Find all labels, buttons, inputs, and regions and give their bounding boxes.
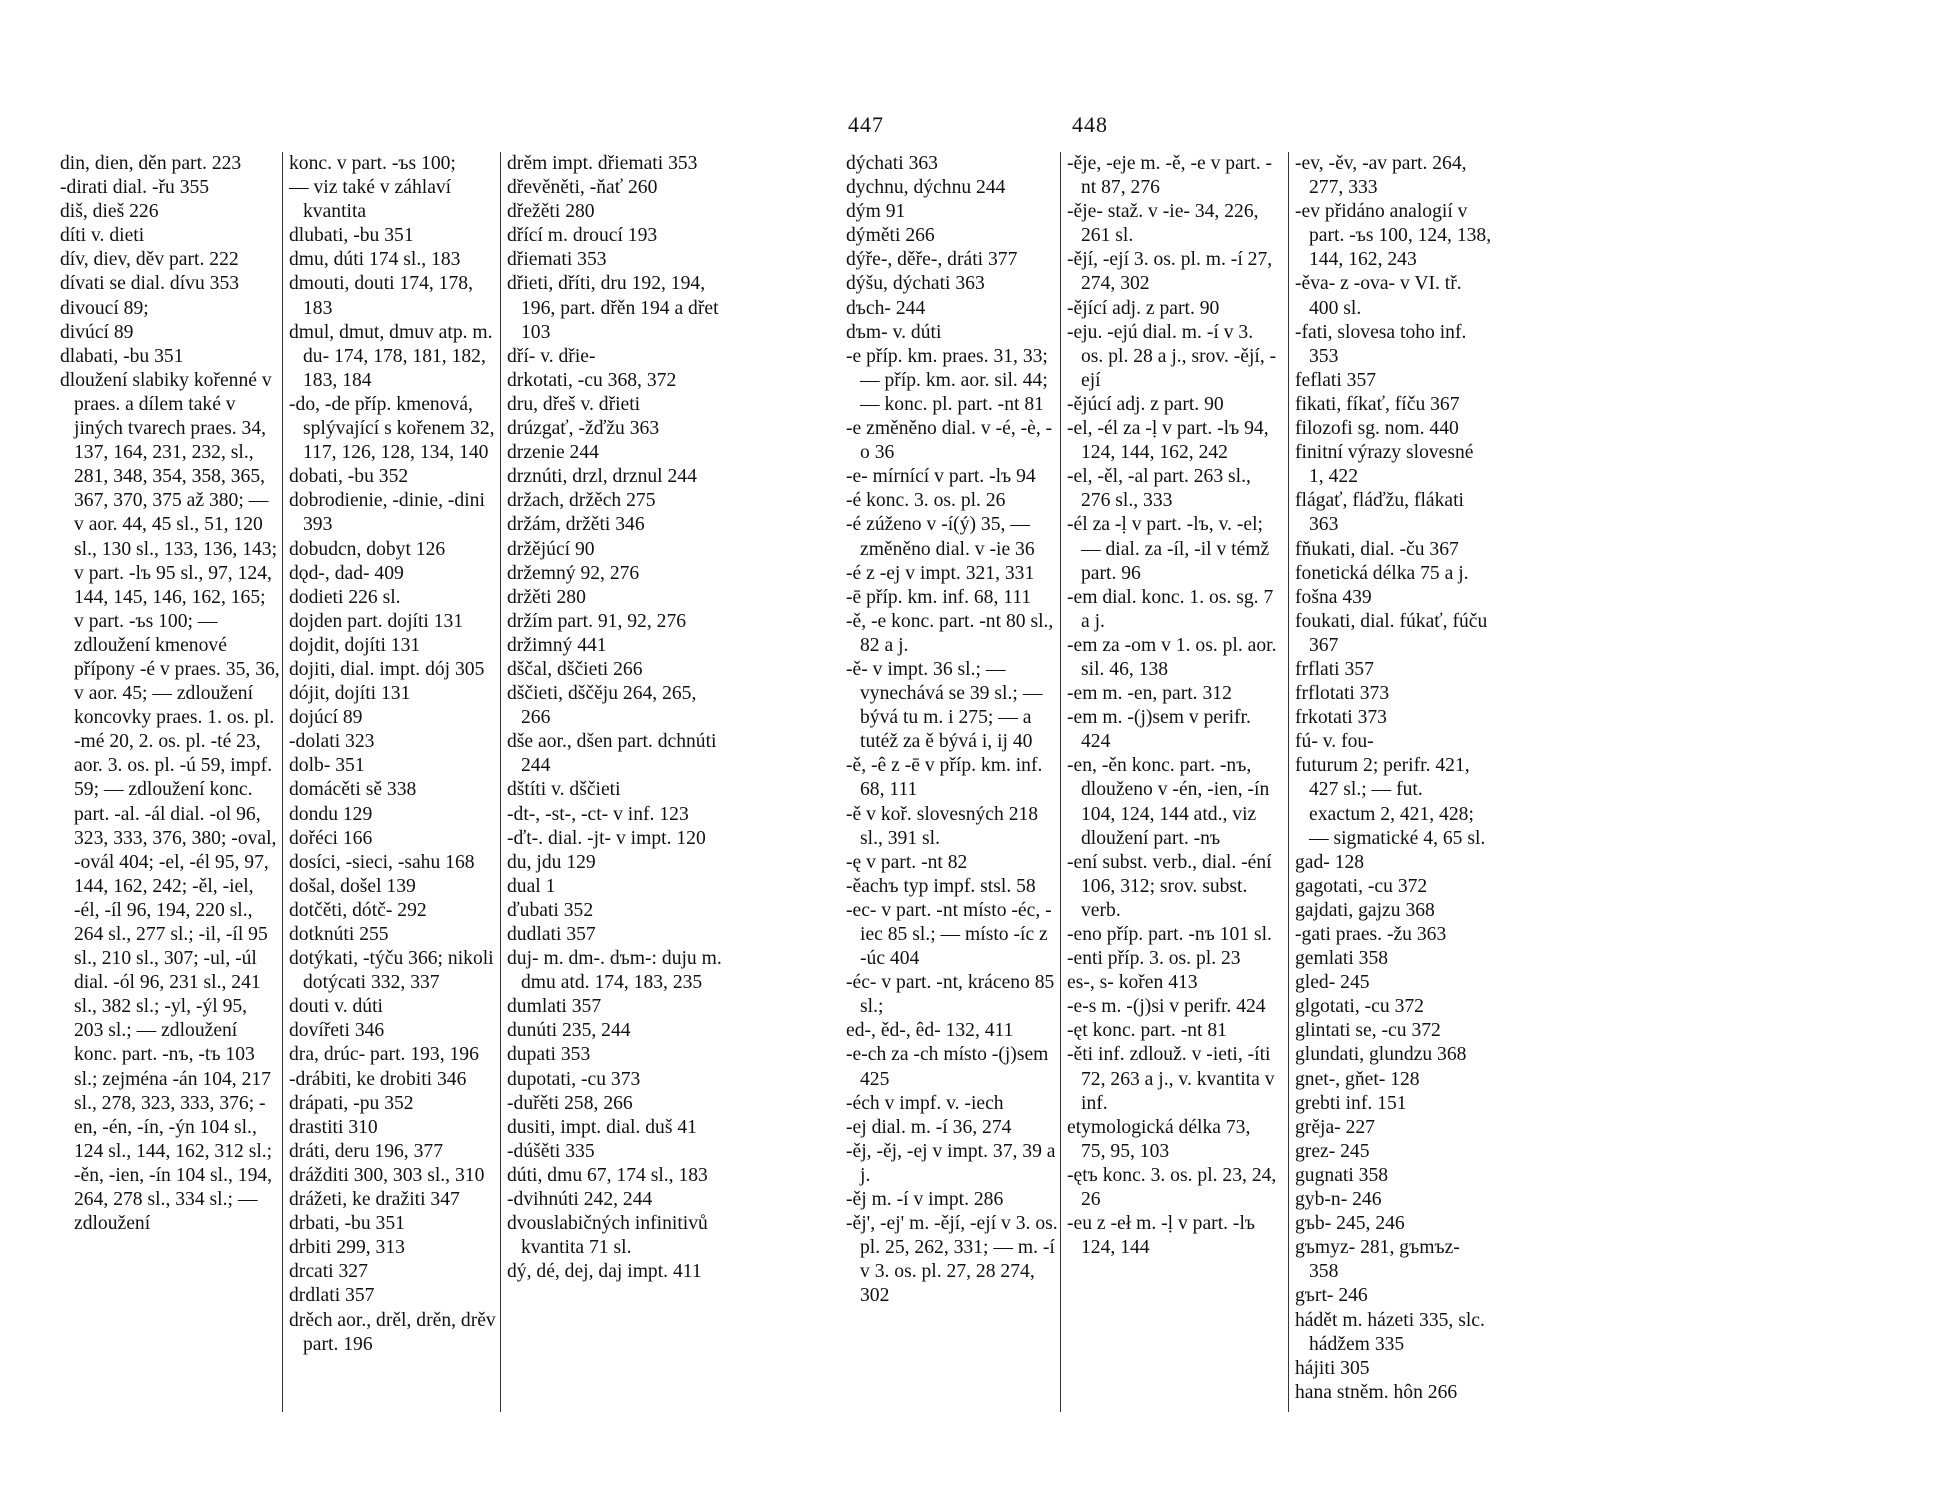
index-entry: -ěj', -ej' m. -ějí, -ejí v 3. os. pl. 25, 262, 331; — m. -í v 3. os. pl. 27, 28 274, 302 bbox=[846, 1213, 1058, 1307]
index-entry: douti v. dúti bbox=[289, 996, 383, 1018]
index-entry: držám, držěti 346 bbox=[507, 514, 645, 536]
index-entry: dřiemati 353 bbox=[507, 249, 607, 271]
index-entry: -ě- v impt. 36 sl.; — vynechává se 39 sl.; — bývá tu m. i 275; — a tutéž za ě bývá i, ij 40 bbox=[846, 658, 1043, 753]
index-entry: dráti, deru 196, 377 bbox=[289, 1140, 443, 1162]
index-column bbox=[60, 152, 280, 1412]
index-entry: -e-s m. -(j)si v perifr. 424 bbox=[1067, 996, 1266, 1018]
index-entry: drcati 327 bbox=[289, 1261, 368, 1283]
index-entry: -ěj, -ěj, -ej v impt. 37, 39 a j. bbox=[846, 1140, 1056, 1186]
index-entry: -e-ch za -ch místo -(j)sem 425 bbox=[846, 1044, 1049, 1090]
index-entry: dotýkati, -týču 366; nikoli dotýcati 332, 337 bbox=[289, 948, 494, 994]
index-entry: dřieti, dříti, dru 192, 194, 196, part. dřěn 194 a dřet 103 bbox=[507, 273, 719, 343]
index-entry: drápati, -pu 352 bbox=[289, 1092, 414, 1114]
index-entry: ďubati 352 bbox=[507, 899, 594, 921]
index-entry: dloužení slabiky kořenné v praes. a dílem také v jiných tvarech praes. 34, 137, 164, 231, 232, sl., 281, 348, 354, 358, 365, 367, 370, 375 až 380; — v aor. 44, 45 sl., 51, 120 sl., 130 sl., 133, 136, 143; v part. -lъ 95 sl., 97, 124, 144, 145, 146, 162, 165; v part. -ъs 100; — zdloužení kmenové přípony -é v praes. 35, 36, v aor. 45; — zdloužení koncovky praes. 1. os. pl. -mé 20, 2. os. pl. -té 23, aor. 3. os. pl. -ú 59, impf. 59; — zdloužení konc. part. -al. -ál dial. -ol 96, 323, 333, 376, 380; -oval, -ovál 404; -el, -él 95, 97, 144, 162, 242; -ěl, -iel, -él, -íl 96, 194, 220 sl., 264 sl., 277 sl.; -il, -íl 95 sl., 210 sl., 307; -ul, -úl dial. -ól 96, 231 sl., 241 sl., 382 sl.; -yl, -ýl 95, 203 sl.; — zdloužení konc. part. -nъ, -tъ 103 sl.; zejména -án 104, 217 sl., 278, 323, 333, 376; -en, -én, -ín, -ýn 104 sl., 124 sl., 144, 162, 312 sl.; -ěn, -ien, -ín 104 sl., 194, 264, 278 sl., 334 sl.; — zdloužení bbox=[60, 369, 280, 1235]
index-entry: gъmyz- 281, gъmъz- 358 bbox=[1295, 1237, 1460, 1283]
index-entry: dojdit, dojíti 131 bbox=[289, 634, 421, 656]
index-entry: -fati, slovesa toho inf. 353 bbox=[1295, 321, 1467, 367]
index-entry: -em m. -en, part. 312 bbox=[1067, 683, 1232, 705]
index-entry: dojiti, dial. impt. dój 305 bbox=[289, 658, 485, 680]
index-entry: dýchati 363 bbox=[846, 153, 938, 174]
index-entry: dual 1 bbox=[507, 875, 556, 897]
index-entry: frkotati 373 bbox=[1295, 707, 1387, 729]
index-entry: dolb- 351 bbox=[289, 755, 365, 777]
index-entry: -el, -él za -ḷ v part. -lъ 94, 124, 144, 162, 242 bbox=[1067, 418, 1269, 464]
index-entry: gnet-, gňet- 128 bbox=[1295, 1068, 1420, 1090]
index-entry: diš, dieš 226 bbox=[60, 201, 159, 223]
index-entry: glgotati, -cu 372 bbox=[1295, 996, 1424, 1018]
index-entry: din, dien, děn part. 223 bbox=[60, 153, 242, 174]
index-entry: -ě, -e konc. part. -nt 80 sl., 82 a j. bbox=[846, 610, 1054, 656]
index-entry: glintati se, -cu 372 bbox=[1295, 1020, 1441, 1042]
index-entry: dým 91 bbox=[846, 201, 906, 223]
index-entry: dunúti 235, 244 bbox=[507, 1020, 631, 1042]
index-entry: dřící m. droucí 193 bbox=[507, 225, 658, 247]
index-entry: -dt-, -st-, -ct- v inf. 123 bbox=[507, 803, 689, 825]
index-entry: držějúcí 90 bbox=[507, 538, 595, 560]
index-entry: etymologická délka 73, 75, 95, 103 bbox=[1067, 1116, 1251, 1162]
index-entry: došal, došel 139 bbox=[289, 875, 416, 897]
index-entry: frflati 357 bbox=[1295, 658, 1374, 680]
index-entry: gemlati 358 bbox=[1295, 948, 1389, 970]
index-column bbox=[282, 152, 501, 1412]
index-entry: du, jdu 129 bbox=[507, 851, 596, 873]
index-entry: -em dial. konc. 1. os. sg. 7 a j. bbox=[1067, 586, 1274, 632]
index-entry: dúti, dmu 67, 174 sl., 183 bbox=[507, 1164, 708, 1186]
index-column bbox=[1060, 152, 1279, 1412]
index-entry: díti v. dieti bbox=[60, 225, 145, 247]
index-entry: -ěva- z -ova- v VI. tř. 400 sl. bbox=[1295, 273, 1462, 319]
index-entry: -ěje- staž. v -ie- 34, 226, 261 sl. bbox=[1067, 201, 1259, 247]
index-entry: hádět m. házeti 335, slc. hádžem 335 bbox=[1295, 1309, 1485, 1355]
index-entry: -ení subst. verb., dial. -éní 106, 312; srov. subst. verb. bbox=[1067, 851, 1272, 921]
index-entry: drěch aor., drěl, drěn, drěv part. 196 bbox=[289, 1309, 496, 1355]
index-entry: dusiti, impt. dial. duš 41 bbox=[507, 1116, 697, 1138]
index-entry: grez- 245 bbox=[1295, 1140, 1370, 1162]
index-entry: -dirati dial. -řu 355 bbox=[60, 177, 210, 199]
index-column bbox=[846, 152, 1060, 1412]
index-entry: dójit, dojíti 131 bbox=[289, 683, 411, 705]
index-entry: -enti příp. 3. os. pl. 23 bbox=[1067, 948, 1241, 970]
page-number: 448 bbox=[1072, 112, 1108, 137]
index-entry: dobudcn, dobyt 126 bbox=[289, 538, 446, 560]
index-entry: držemný 92, 276 bbox=[507, 562, 640, 584]
index-column bbox=[500, 152, 727, 1412]
index-column bbox=[1288, 152, 1493, 1412]
index-entry: dobati, -bu 352 bbox=[289, 466, 409, 488]
index-entry: dojúcí 89 bbox=[289, 707, 363, 729]
index-entry: držěti 280 bbox=[507, 586, 586, 608]
index-entry: dupotati, -cu 373 bbox=[507, 1068, 641, 1090]
index-entry: futurum 2; perifr. 421, 427 sl.; — fut. exactum 2, 421, 428; — sigmatické 4, 65 sl. bbox=[1295, 755, 1486, 849]
index-entry: dvouslabičných infinitivů kvantita 71 sl. bbox=[507, 1213, 708, 1259]
index-entry: -ec- v part. -nt místo -éc, -iec 85 sl.; — místo -íc z -úc 404 bbox=[846, 899, 1052, 970]
index-entry: dotknúti 255 bbox=[289, 924, 389, 945]
index-entry: glundati, glundzu 368 bbox=[1295, 1044, 1467, 1066]
index-entry: drěm impt. dřiemati 353 bbox=[507, 153, 698, 174]
index-entry: fošna 439 bbox=[1295, 586, 1372, 608]
index-entry: dosíci, -sieci, -sahu 168 bbox=[289, 851, 475, 873]
index-entry: dív, diev, děv part. 222 bbox=[60, 249, 239, 271]
index-entry: dýšu, dýchati 363 bbox=[846, 273, 985, 295]
index-entry: -ętъ konc. 3. os. pl. 23, 24, 26 bbox=[1067, 1164, 1277, 1211]
index-entry: -ěachъ typ impf. stsl. 58 bbox=[846, 875, 1036, 897]
index-entry: dýměti 266 bbox=[846, 225, 935, 247]
index-entry: -ějí, -ejí 3. os. pl. m. -í 27, 274, 302 bbox=[1067, 249, 1273, 295]
index-entry: -éch v impf. v. -iech bbox=[846, 1092, 1004, 1114]
index-entry: dъch- 244 bbox=[846, 297, 926, 319]
index-entry: drbati, -bu 351 bbox=[289, 1213, 405, 1235]
index-entry: -e změněno dial. v -é, -è, -o 36 bbox=[846, 418, 1053, 464]
index-entry: hájiti 305 bbox=[1295, 1357, 1370, 1379]
index-entry: -ev, -ěv, -av part. 264, 277, 333 bbox=[1295, 153, 1467, 199]
index-entry: dřevěněti, -ňať 260 bbox=[507, 177, 658, 199]
index-entry: drastiti 310 bbox=[289, 1116, 378, 1138]
index-entry: dumlati 357 bbox=[507, 996, 602, 1018]
index-entry: frflotati 373 bbox=[1295, 683, 1390, 705]
index-entry: -drábiti, ke drobiti 346 bbox=[289, 1068, 467, 1090]
index-entry: fikati, fíkať, fíču 367 bbox=[1295, 393, 1460, 415]
index-entry: dše aor., dšen part. dchnúti 244 bbox=[507, 731, 717, 777]
page-number: 447 bbox=[848, 112, 884, 137]
index-entry: dru, dřeš v. dřieti bbox=[507, 393, 641, 415]
index-entry: gajdati, gajzu 368 bbox=[1295, 899, 1435, 921]
index-entry: dštíti v. dščieti bbox=[507, 779, 621, 801]
index-entry: dojden part. dojíti 131 bbox=[289, 610, 464, 632]
index-entry: držím part. 91, 92, 276 bbox=[507, 610, 687, 632]
index-entry: držimný 441 bbox=[507, 634, 607, 656]
index-entry: drážeti, ke dražiti 347 bbox=[289, 1189, 460, 1211]
index-entry: -e- mírnící v part. -lъ 94 bbox=[846, 466, 1036, 488]
index-entry: -ęt konc. part. -nt 81 bbox=[1067, 1020, 1227, 1042]
index-entry: -é zúženo v -í(ý) 35, — změněno dial. v -ie 36 bbox=[846, 514, 1035, 560]
index-entry: dondu 129 bbox=[289, 803, 373, 825]
index-entry: dodieti 226 sl. bbox=[289, 586, 401, 608]
index-entry: -eno příp. part. -nъ 101 sl. bbox=[1067, 924, 1272, 945]
index-entry: -él za -ḷ v part. -lъ, v. -el; — dial. za -íl, -il v témž part. 96 bbox=[1067, 514, 1270, 584]
index-entry: dudlati 357 bbox=[507, 924, 596, 945]
index-entry: fú- v. fou- bbox=[1295, 731, 1374, 753]
index-entry: drkotati, -cu 368, 372 bbox=[507, 369, 677, 391]
index-entry: gyb-n- 246 bbox=[1295, 1189, 1382, 1211]
index-entry: -é konc. 3. os. pl. 26 bbox=[846, 490, 1006, 512]
index-entry: -em m. -(j)sem v perifr. 424 bbox=[1067, 707, 1251, 753]
index-entry: -ějící adj. z part. 90 bbox=[1067, 297, 1220, 319]
index-entry: dra, drúc- part. 193, 196 bbox=[289, 1044, 479, 1066]
index-entry: -é z -ej v impt. 321, 331 bbox=[846, 562, 1035, 584]
index-entry: -en, -ěn konc. part. -nъ, dlouženo v -én, -ien, -ín 104, 124, 144 atd., viz dloužení part. -nъ bbox=[1067, 755, 1270, 849]
index-entry: drdlati 357 bbox=[289, 1285, 375, 1307]
index-entry: foukati, dial. fúkať, fúču 367 bbox=[1295, 610, 1488, 656]
index-entry: -ē příp. km. inf. 68, 111 bbox=[846, 586, 1032, 608]
index-entry: gad- 128 bbox=[1295, 851, 1365, 873]
index-entry: gled- 245 bbox=[1295, 972, 1370, 994]
index-entry: dščieti, dščěju 264, 265, 266 bbox=[507, 683, 697, 729]
index-entry: es-, s- kořen 413 bbox=[1067, 972, 1198, 994]
index-entry: -ej dial. m. -í 36, 274 bbox=[846, 1116, 1012, 1138]
index-entry: gъrt- 246 bbox=[1295, 1285, 1368, 1307]
index-entry: -dolati 323 bbox=[289, 731, 375, 753]
index-entry: -e příp. km. praes. 31, 33; — příp. km. aor. sil. 44; — konc. pl. part. -nt 81 bbox=[846, 345, 1048, 415]
index-entry: dlabati, -bu 351 bbox=[60, 345, 184, 367]
index-entry: dmu, dúti 174 sl., 183 bbox=[289, 249, 461, 271]
index-entry: -ěje, -eje m. -ě, -e v part. -nt 87, 276 bbox=[1067, 153, 1273, 199]
index-entry: dščal, dščieti 266 bbox=[507, 658, 643, 680]
index-entry: grěja- 227 bbox=[1295, 1116, 1375, 1138]
index-entry: dǫd-, dad- 409 bbox=[289, 562, 404, 584]
index-entry: -eju. -ejú dial. m. -í v 3. os. pl. 28 a j., srov. -ějí, -ejí bbox=[1067, 321, 1277, 391]
index-entry: -dvihnúti 242, 244 bbox=[507, 1189, 653, 1211]
index-entry: dmul, dmut, dmuv atp. m. du- 174, 178, 181, 182, 183, 184 bbox=[289, 321, 493, 391]
index-entry: -dúšěti 335 bbox=[507, 1140, 595, 1162]
index-entry: gъb- 245, 246 bbox=[1295, 1213, 1405, 1235]
index-entry: divúcí 89 bbox=[60, 321, 134, 343]
index-entry: fonetická délka 75 a j. bbox=[1295, 562, 1469, 584]
index-entry: drážditi 300, 303 sl., 310 bbox=[289, 1164, 485, 1186]
index-entry: -ě, -ê z -ē v příp. km. inf. 68, 111 bbox=[846, 755, 1043, 801]
index-entry: grebti inf. 151 bbox=[1295, 1092, 1407, 1114]
index-entry: dotčěti, dótč- 292 bbox=[289, 899, 427, 921]
index-entry: ed-, ěd-, êd- 132, 411 bbox=[846, 1020, 1014, 1042]
index-entry: -ě v koř. slovesných 218 sl., 391 sl. bbox=[846, 803, 1039, 849]
index-entry: domácěti sě 338 bbox=[289, 779, 417, 801]
index-entry: -el, -ěl, -al part. 263 sl., 276 sl., 333 bbox=[1067, 466, 1251, 512]
index-entry: drbiti 299, 313 bbox=[289, 1237, 405, 1259]
index-entry: filozofi sg. nom. 440 bbox=[1295, 418, 1459, 440]
index-entry: dlubati, -bu 351 bbox=[289, 225, 414, 247]
index-entry: konc. v part. -ъs 100; bbox=[289, 153, 456, 174]
index-entry: dří- v. dřie- bbox=[507, 345, 596, 367]
index-entry: -ěj m. -í v impt. 286 bbox=[846, 1189, 1004, 1211]
index-entry: -éc- v part. -nt, kráceno 85 sl.; bbox=[846, 972, 1055, 1018]
index-entry: dychnu, dýchnu 244 bbox=[846, 177, 1006, 199]
index-entry: dupati 353 bbox=[507, 1044, 591, 1066]
index-entry: dmouti, douti 174, 178, 183 bbox=[289, 273, 473, 319]
index-entry: — viz také v záhlaví kvantita bbox=[289, 177, 452, 223]
index-entry: duj- m. dm-. dъm-: duju m. dmu atd. 174, 183, 235 bbox=[507, 948, 722, 994]
index-entry: gugnati 358 bbox=[1295, 1164, 1389, 1186]
index-entry: držach, držěch 275 bbox=[507, 490, 656, 512]
index-entry: -ev přidáno analogií v part. -ъs 100, 124, 138, 144, 162, 243 bbox=[1295, 201, 1492, 271]
index-entry: drzenie 244 bbox=[507, 442, 599, 464]
index-entry: -gati praes. -žu 363 bbox=[1295, 924, 1447, 945]
index-entry: -do, -de příp. kmenová, splývající s kořenem 32, 117, 126, 128, 134, 140 bbox=[289, 393, 495, 464]
index-entry: fňukati, dial. -ču 367 bbox=[1295, 538, 1459, 560]
index-entry: dъm- v. dúti bbox=[846, 321, 942, 343]
index-entry: flágať, fláďžu, flákati 363 bbox=[1295, 490, 1464, 536]
index-entry: drznúti, drzl, drznul 244 bbox=[507, 466, 697, 488]
index-entry: dořéci 166 bbox=[289, 827, 373, 849]
index-entry: drúzgať, -žďžu 363 bbox=[507, 418, 660, 440]
index-entry: -ďt-. dial. -jt- v impt. 120 bbox=[507, 827, 706, 849]
index-entry: -duřěti 258, 266 bbox=[507, 1092, 633, 1114]
index-entry: -eu z -eł m. -ḷ v part. -lъ 124, 144 bbox=[1067, 1213, 1256, 1259]
index-entry: dívati se dial. dívu 353 bbox=[60, 273, 240, 295]
index-entry: dovířeti 346 bbox=[289, 1020, 385, 1042]
index-entry: gagotati, -cu 372 bbox=[1295, 875, 1428, 897]
index-entry: feflati 357 bbox=[1295, 369, 1377, 391]
index-entry: dřežěti 280 bbox=[507, 201, 595, 223]
index-entry: divoucí 89; bbox=[60, 297, 149, 319]
index-entry: finitní výrazy slovesné 1, 422 bbox=[1295, 442, 1474, 488]
index-entry: -ěti inf. zdlouž. v -ieti, -íti 72, 263 a j., v. kvantita v inf. bbox=[1067, 1044, 1275, 1114]
index-entry: dýře-, děře-, dráti 377 bbox=[846, 249, 1018, 271]
index-entry: dobrodienie, -dinie, -dini 393 bbox=[289, 490, 485, 536]
index-entry: hana stněm. hôn 266 bbox=[1295, 1381, 1458, 1403]
index-entry: -em za -om v 1. os. pl. aor. sil. 46, 138 bbox=[1067, 634, 1277, 680]
index-entry: dý, dé, dej, daj impt. 411 bbox=[507, 1261, 702, 1283]
index-entry: -ę v part. -nt 82 bbox=[846, 851, 968, 873]
index-entry: -ějúcí adj. z part. 90 bbox=[1067, 393, 1224, 415]
